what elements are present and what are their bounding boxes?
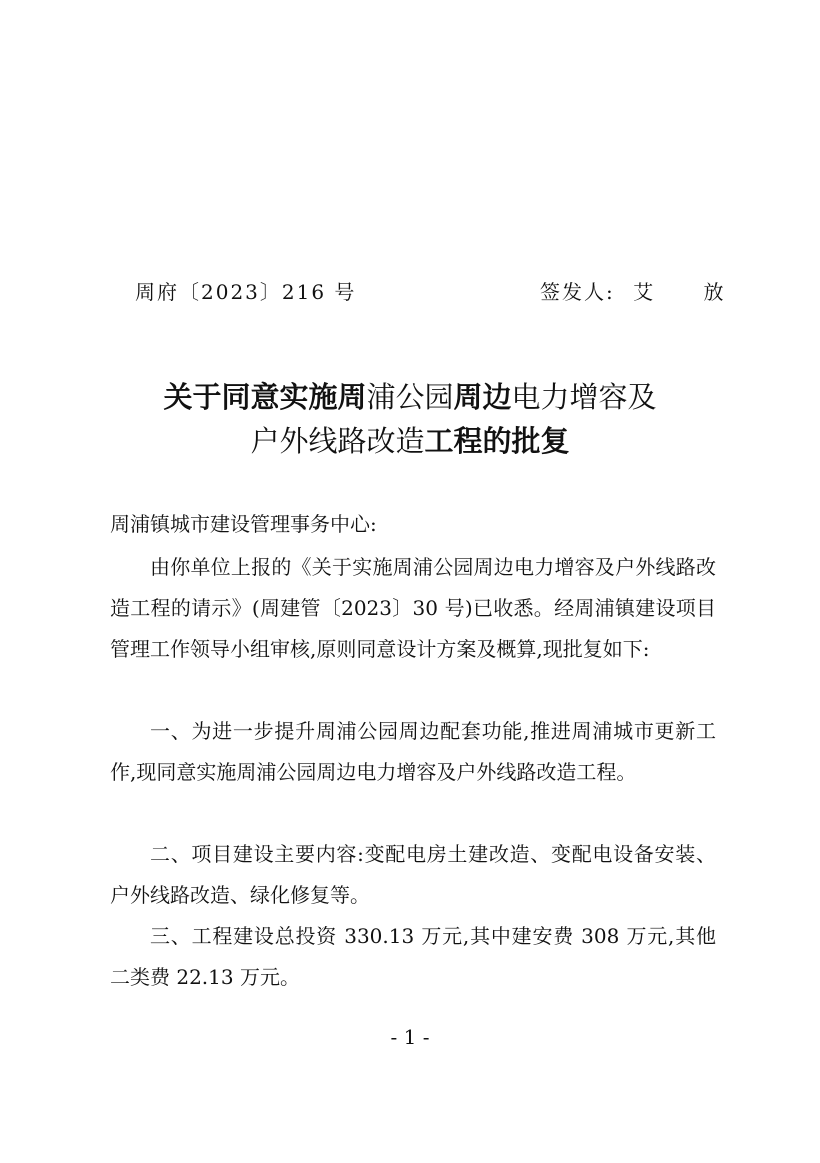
body-paragraph: 由你单位上报的《关于实施周浦公园周边电力增容及户外线路改造工程的请示》(周建管〔2023〕30 号)已收悉。经周浦镇建设项目管理工作领导小组审核,原则同意设计方案及概算,现批复如下: [110, 555, 716, 661]
page-number: - 1 - [390, 1025, 430, 1049]
title-part: 关于同意实施周 [163, 380, 367, 414]
document-title-line-1 [0, 375, 820, 419]
title-part: 户外线路改造 [250, 424, 425, 458]
signer-label: 签发人: [540, 280, 615, 304]
addressee: 周浦镇城市建设管理事务中心: [110, 512, 377, 536]
title-part: 浦公园 [366, 380, 454, 414]
body-paragraph: 三、工程建设总投资 330.13 万元,其中建安费 308 万元,其他二类费 22.13 万元。 [110, 924, 716, 989]
title-part: 电力增容及 [511, 380, 657, 414]
body-paragraph: 一、为进一步提升周浦公园周边配套功能,推进周浦城市更新工作,现同意实施周浦公园周边电力增容及户外线路改造工程。 [110, 719, 716, 784]
title-part: 周边 [453, 380, 512, 414]
document-title-line-2 [0, 419, 820, 463]
signer [540, 276, 745, 305]
title-part: 工程的批复 [424, 424, 570, 458]
signer-name: 艾 放 [633, 280, 746, 304]
doc-number: 周府〔2023〕216 号 [135, 280, 357, 304]
body-paragraph: 二、项目建设主要内容:变配电房土建改造、变配电设备安装、户外线路改造、绿化修复等。 [110, 842, 716, 907]
